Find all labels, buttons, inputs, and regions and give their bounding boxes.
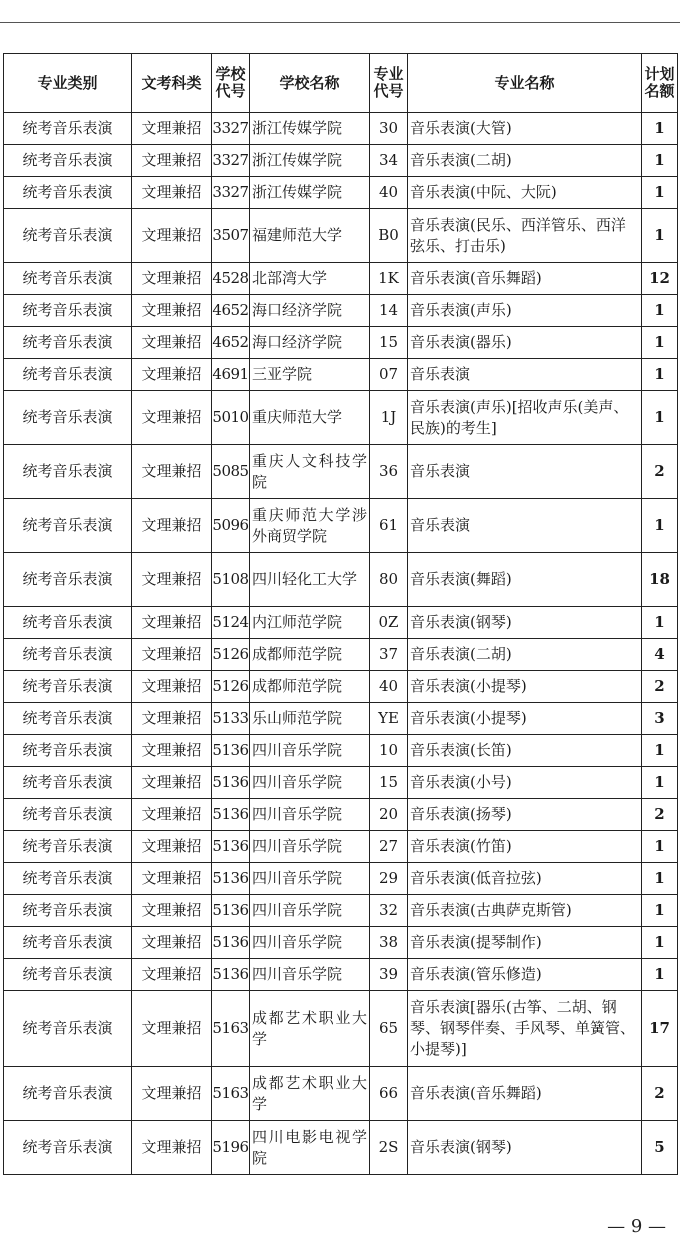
cell-major-code: 65 — [370, 991, 408, 1067]
cell-school-name: 海口经济学院 — [250, 327, 370, 359]
cell-school-code: 5136 — [212, 831, 250, 863]
cell-major-name: 音乐表演(钢琴) — [408, 1121, 642, 1175]
table-row — [4, 767, 678, 799]
cell-major-code: B0 — [370, 209, 408, 263]
cell-subject: 文理兼招 — [132, 767, 212, 799]
cell-major-code: 20 — [370, 799, 408, 831]
cell-school-code: 5126 — [212, 639, 250, 671]
table-row — [4, 145, 678, 177]
cell-category: 统考音乐表演 — [4, 263, 132, 295]
cell-major-code: 10 — [370, 735, 408, 767]
cell-subject: 文理兼招 — [132, 113, 212, 145]
cell-subject: 文理兼招 — [132, 671, 212, 703]
cell-school-name: 乐山师范学院 — [250, 703, 370, 735]
cell-major-code: 07 — [370, 359, 408, 391]
cell-quota: 1 — [642, 499, 678, 553]
cell-category: 统考音乐表演 — [4, 327, 132, 359]
cell-subject: 文理兼招 — [132, 639, 212, 671]
cell-major-name: 音乐表演(扬琴) — [408, 799, 642, 831]
cell-quota: 1 — [642, 607, 678, 639]
cell-major-code: 37 — [370, 639, 408, 671]
cell-major-name: 音乐表演(管乐修造) — [408, 959, 642, 991]
cell-subject: 文理兼招 — [132, 295, 212, 327]
cell-category: 统考音乐表演 — [4, 767, 132, 799]
cell-major-code: 40 — [370, 671, 408, 703]
cell-major-name: 音乐表演(器乐) — [408, 327, 642, 359]
cell-category: 统考音乐表演 — [4, 499, 132, 553]
cell-subject: 文理兼招 — [132, 263, 212, 295]
cell-category: 统考音乐表演 — [4, 703, 132, 735]
cell-major-code: 34 — [370, 145, 408, 177]
cell-subject: 文理兼招 — [132, 927, 212, 959]
cell-school-code: 5108 — [212, 553, 250, 607]
table-row — [4, 445, 678, 499]
cell-quota: 2 — [642, 1067, 678, 1121]
cell-quota: 17 — [642, 991, 678, 1067]
header-major-name: 专业名称 — [408, 54, 642, 113]
cell-major-name: 音乐表演(音乐舞蹈) — [408, 1067, 642, 1121]
cell-major-code: 39 — [370, 959, 408, 991]
header-school-code: 学校代号 — [212, 54, 250, 113]
table-row — [4, 607, 678, 639]
cell-quota: 1 — [642, 209, 678, 263]
cell-major-code: 27 — [370, 831, 408, 863]
cell-major-code: 1J — [370, 391, 408, 445]
cell-school-name: 海口经济学院 — [250, 295, 370, 327]
table-row — [4, 295, 678, 327]
cell-school-code: 3327 — [212, 113, 250, 145]
cell-school-name: 成都艺术职业大学 — [250, 1067, 370, 1121]
table-row — [4, 327, 678, 359]
cell-subject: 文理兼招 — [132, 1067, 212, 1121]
cell-school-name: 四川轻化工大学 — [250, 553, 370, 607]
cell-school-name: 成都艺术职业大学 — [250, 991, 370, 1067]
cell-major-code: 61 — [370, 499, 408, 553]
cell-major-name: 音乐表演(低音拉弦) — [408, 863, 642, 895]
table-row — [4, 863, 678, 895]
cell-subject: 文理兼招 — [132, 359, 212, 391]
cell-quota: 1 — [642, 113, 678, 145]
cell-category: 统考音乐表演 — [4, 209, 132, 263]
table-row — [4, 499, 678, 553]
cell-major-name: 音乐表演(民乐、西洋管乐、西洋弦乐、打击乐) — [408, 209, 642, 263]
cell-category: 统考音乐表演 — [4, 113, 132, 145]
cell-subject: 文理兼招 — [132, 391, 212, 445]
header-category: 专业类别 — [4, 54, 132, 113]
cell-major-code: 2S — [370, 1121, 408, 1175]
top-rule — [0, 22, 680, 23]
cell-category: 统考音乐表演 — [4, 607, 132, 639]
cell-school-code: 3327 — [212, 177, 250, 209]
cell-school-name: 四川音乐学院 — [250, 767, 370, 799]
table-row — [4, 927, 678, 959]
cell-school-name: 重庆人文科技学院 — [250, 445, 370, 499]
cell-major-name: 音乐表演 — [408, 359, 642, 391]
cell-category: 统考音乐表演 — [4, 831, 132, 863]
cell-category: 统考音乐表演 — [4, 639, 132, 671]
cell-subject: 文理兼招 — [132, 863, 212, 895]
cell-subject: 文理兼招 — [132, 209, 212, 263]
cell-major-name: 音乐表演(声乐) — [408, 295, 642, 327]
cell-major-name: 音乐表演(长笛) — [408, 735, 642, 767]
enrollment-plan-table — [3, 53, 678, 1175]
cell-school-code: 4691 — [212, 359, 250, 391]
cell-quota: 5 — [642, 1121, 678, 1175]
cell-category: 统考音乐表演 — [4, 391, 132, 445]
header-subject: 文考科类 — [132, 54, 212, 113]
cell-major-name: 音乐表演(竹笛) — [408, 831, 642, 863]
cell-school-name: 四川音乐学院 — [250, 863, 370, 895]
cell-major-code: 80 — [370, 553, 408, 607]
cell-major-code: 15 — [370, 767, 408, 799]
table-header-row — [4, 54, 678, 113]
cell-major-name: 音乐表演(二胡) — [408, 145, 642, 177]
cell-school-code: 5085 — [212, 445, 250, 499]
cell-quota: 1 — [642, 863, 678, 895]
header-quota: 计划名额 — [642, 54, 678, 113]
table-row — [4, 1121, 678, 1175]
cell-category: 统考音乐表演 — [4, 295, 132, 327]
cell-subject: 文理兼招 — [132, 1121, 212, 1175]
header-major-code: 专业代号 — [370, 54, 408, 113]
cell-school-code: 5136 — [212, 895, 250, 927]
cell-school-name: 重庆师范大学涉外商贸学院 — [250, 499, 370, 553]
cell-school-name: 浙江传媒学院 — [250, 145, 370, 177]
header-school-name: 学校名称 — [250, 54, 370, 113]
table-row — [4, 553, 678, 607]
cell-school-code: 5126 — [212, 671, 250, 703]
cell-quota: 2 — [642, 671, 678, 703]
cell-subject: 文理兼招 — [132, 991, 212, 1067]
table-row — [4, 209, 678, 263]
cell-major-code: 30 — [370, 113, 408, 145]
cell-quota: 18 — [642, 553, 678, 607]
cell-school-code: 5136 — [212, 863, 250, 895]
cell-school-name: 重庆师范大学 — [250, 391, 370, 445]
cell-subject: 文理兼招 — [132, 735, 212, 767]
cell-school-code: 5196 — [212, 1121, 250, 1175]
cell-category: 统考音乐表演 — [4, 1121, 132, 1175]
table-row — [4, 703, 678, 735]
cell-school-code: 5136 — [212, 799, 250, 831]
cell-quota: 1 — [642, 895, 678, 927]
cell-school-code: 5136 — [212, 959, 250, 991]
cell-major-code: 66 — [370, 1067, 408, 1121]
cell-subject: 文理兼招 — [132, 327, 212, 359]
cell-quota: 1 — [642, 295, 678, 327]
cell-school-code: 4652 — [212, 295, 250, 327]
cell-school-name: 福建师范大学 — [250, 209, 370, 263]
cell-major-name: 音乐表演(二胡) — [408, 639, 642, 671]
cell-major-code: YE — [370, 703, 408, 735]
cell-category: 统考音乐表演 — [4, 445, 132, 499]
cell-major-name: 音乐表演 — [408, 445, 642, 499]
cell-school-code: 3327 — [212, 145, 250, 177]
cell-category: 统考音乐表演 — [4, 895, 132, 927]
cell-quota: 1 — [642, 177, 678, 209]
table-row — [4, 639, 678, 671]
cell-major-name: 音乐表演(小提琴) — [408, 671, 642, 703]
cell-subject: 文理兼招 — [132, 177, 212, 209]
cell-subject: 文理兼招 — [132, 831, 212, 863]
cell-major-code: 29 — [370, 863, 408, 895]
cell-school-name: 四川电影电视学院 — [250, 1121, 370, 1175]
table-row — [4, 895, 678, 927]
table-row — [4, 671, 678, 703]
cell-subject: 文理兼招 — [132, 445, 212, 499]
cell-subject: 文理兼招 — [132, 145, 212, 177]
cell-school-name: 四川音乐学院 — [250, 895, 370, 927]
cell-category: 统考音乐表演 — [4, 927, 132, 959]
table-row — [4, 959, 678, 991]
cell-school-code: 5163 — [212, 1067, 250, 1121]
cell-quota: 1 — [642, 359, 678, 391]
cell-major-code: 14 — [370, 295, 408, 327]
cell-major-code: 32 — [370, 895, 408, 927]
cell-school-code: 4652 — [212, 327, 250, 359]
cell-major-name: 音乐表演(小提琴) — [408, 703, 642, 735]
page-number: — 9 — — [607, 1216, 666, 1237]
cell-category: 统考音乐表演 — [4, 1067, 132, 1121]
cell-quota: 3 — [642, 703, 678, 735]
cell-quota: 1 — [642, 391, 678, 445]
cell-school-name: 内江师范学院 — [250, 607, 370, 639]
cell-category: 统考音乐表演 — [4, 177, 132, 209]
cell-category: 统考音乐表演 — [4, 863, 132, 895]
cell-school-code: 3507 — [212, 209, 250, 263]
cell-major-name: 音乐表演(音乐舞蹈) — [408, 263, 642, 295]
cell-school-name: 四川音乐学院 — [250, 799, 370, 831]
cell-major-name: 音乐表演(钢琴) — [408, 607, 642, 639]
cell-school-code: 5096 — [212, 499, 250, 553]
cell-school-name: 三亚学院 — [250, 359, 370, 391]
cell-quota: 12 — [642, 263, 678, 295]
cell-quota: 1 — [642, 145, 678, 177]
cell-major-name: 音乐表演(中阮、大阮) — [408, 177, 642, 209]
cell-major-name: 音乐表演(舞蹈) — [408, 553, 642, 607]
cell-subject: 文理兼招 — [132, 499, 212, 553]
cell-subject: 文理兼招 — [132, 959, 212, 991]
cell-major-code: 40 — [370, 177, 408, 209]
cell-quota: 1 — [642, 327, 678, 359]
table-row — [4, 391, 678, 445]
cell-school-code: 5010 — [212, 391, 250, 445]
cell-quota: 2 — [642, 799, 678, 831]
cell-major-name: 音乐表演(声乐)[招收声乐(美声、民族)的考生] — [408, 391, 642, 445]
cell-quota: 1 — [642, 767, 678, 799]
table-row — [4, 831, 678, 863]
cell-school-code: 5136 — [212, 735, 250, 767]
cell-quota: 1 — [642, 927, 678, 959]
cell-major-name: 音乐表演(提琴制作) — [408, 927, 642, 959]
cell-school-name: 四川音乐学院 — [250, 959, 370, 991]
cell-school-name: 四川音乐学院 — [250, 735, 370, 767]
cell-category: 统考音乐表演 — [4, 359, 132, 391]
cell-school-name: 浙江传媒学院 — [250, 113, 370, 145]
cell-major-code: 15 — [370, 327, 408, 359]
cell-school-name: 四川音乐学院 — [250, 831, 370, 863]
cell-major-code: 0Z — [370, 607, 408, 639]
table-row — [4, 113, 678, 145]
cell-major-name: 音乐表演(大管) — [408, 113, 642, 145]
cell-category: 统考音乐表演 — [4, 553, 132, 607]
cell-school-code: 5136 — [212, 767, 250, 799]
cell-subject: 文理兼招 — [132, 703, 212, 735]
cell-school-code: 5163 — [212, 991, 250, 1067]
cell-school-name: 成都师范学院 — [250, 671, 370, 703]
cell-category: 统考音乐表演 — [4, 991, 132, 1067]
cell-major-name: 音乐表演(古典萨克斯管) — [408, 895, 642, 927]
cell-school-name: 北部湾大学 — [250, 263, 370, 295]
table-row — [4, 263, 678, 295]
cell-school-code: 5124 — [212, 607, 250, 639]
cell-subject: 文理兼招 — [132, 895, 212, 927]
cell-quota: 1 — [642, 959, 678, 991]
cell-major-name: 音乐表演[器乐(古筝、二胡、钢琴、钢琴伴奏、手风琴、单簧管、小提琴)] — [408, 991, 642, 1067]
table-row — [4, 177, 678, 209]
cell-category: 统考音乐表演 — [4, 145, 132, 177]
table-row — [4, 735, 678, 767]
cell-category: 统考音乐表演 — [4, 735, 132, 767]
cell-subject: 文理兼招 — [132, 607, 212, 639]
cell-quota: 2 — [642, 445, 678, 499]
cell-major-code: 36 — [370, 445, 408, 499]
cell-school-code: 5133 — [212, 703, 250, 735]
cell-major-name: 音乐表演 — [408, 499, 642, 553]
cell-quota: 1 — [642, 735, 678, 767]
cell-school-name: 成都师范学院 — [250, 639, 370, 671]
cell-subject: 文理兼招 — [132, 799, 212, 831]
cell-major-code: 1K — [370, 263, 408, 295]
cell-major-name: 音乐表演(小号) — [408, 767, 642, 799]
table-row — [4, 1067, 678, 1121]
cell-category: 统考音乐表演 — [4, 799, 132, 831]
cell-school-code: 4528 — [212, 263, 250, 295]
table-row — [4, 799, 678, 831]
cell-major-code: 38 — [370, 927, 408, 959]
cell-category: 统考音乐表演 — [4, 671, 132, 703]
cell-quota: 4 — [642, 639, 678, 671]
cell-category: 统考音乐表演 — [4, 959, 132, 991]
cell-school-name: 四川音乐学院 — [250, 927, 370, 959]
cell-school-code: 5136 — [212, 927, 250, 959]
table-row — [4, 991, 678, 1067]
cell-school-name: 浙江传媒学院 — [250, 177, 370, 209]
cell-quota: 1 — [642, 831, 678, 863]
table-row — [4, 359, 678, 391]
cell-subject: 文理兼招 — [132, 553, 212, 607]
